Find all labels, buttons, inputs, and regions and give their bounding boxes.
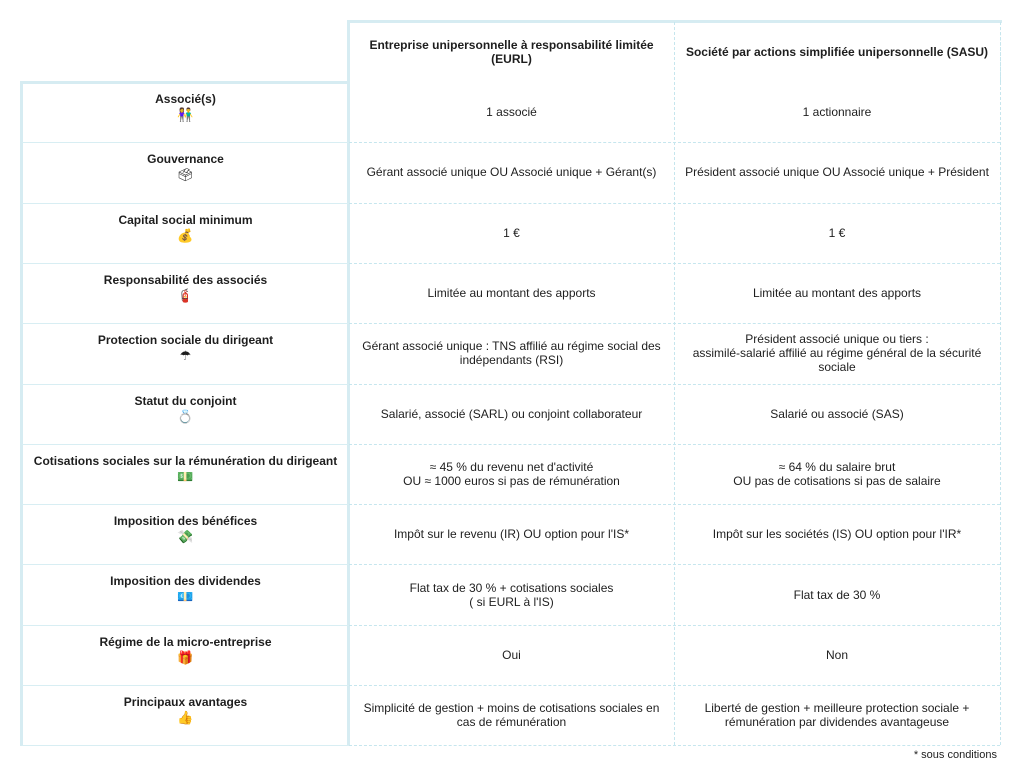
- row-label-text: Imposition des dividendes: [110, 574, 261, 589]
- fire-extinguisher-icon: 🧯: [177, 288, 194, 304]
- table-cell-eurl: Gérant associé unique : TNS affilié au régime social des indépendants (RSI): [362, 339, 661, 368]
- row-label-text: Cotisations sociales sur la rémunération du dirigeant: [33, 453, 338, 468]
- money-bag-icon: 💰: [177, 228, 194, 244]
- row-label: [22, 263, 349, 323]
- table-cell-eurl: 1 associé: [486, 105, 537, 120]
- column-separator: [1000, 22, 1001, 745]
- table-cell-eurl: Limitée au montant des apports: [427, 286, 596, 301]
- row-label: [22, 564, 349, 624]
- row-label-text: Principaux avantages: [123, 695, 248, 709]
- money-stack-icon: 💶: [177, 590, 194, 606]
- table-cell-sasu: Liberté de gestion + meilleure protection sociale + rémunération par dividendes avantageuse: [704, 701, 970, 730]
- row-label-text: Capital social minimum: [118, 212, 253, 227]
- table-cell-eurl: Gérant associé unique OU Associé unique + Gérant(s): [366, 165, 657, 180]
- row-label: [22, 444, 349, 504]
- table-cell-sasu: 1 actionnaire: [802, 105, 872, 120]
- row-label-text: Régime de la micro-entreprise: [99, 634, 272, 649]
- gift-icon: 🎁: [177, 650, 194, 666]
- row-label-text: Statut du conjoint: [134, 393, 237, 408]
- row-label: [22, 142, 349, 202]
- table-cell-sasu: 1 €: [828, 225, 846, 240]
- people-icon: 👫: [177, 108, 194, 123]
- table-cell-sasu: Impôt sur les sociétés (IS) OU option pour l'IR*: [712, 527, 962, 542]
- row-label-text: Gouvernance: [147, 152, 224, 167]
- table-cell-sasu: Limitée au montant des apports: [752, 286, 922, 301]
- row-separator-label: [22, 745, 349, 746]
- row-label: [22, 685, 349, 745]
- table-cell-eurl: Simplicité de gestion + moins de cotisations sociales en cas de rémunération: [363, 701, 660, 730]
- column-header-eurl: Entreprise unipersonnelle à responsabilité limitée (EURL): [369, 38, 654, 66]
- money-with-wings-icon: 💸: [177, 530, 194, 546]
- table-cell-sasu: Président associé unique ou tiers : assimilé-salarié affilié au régime général de la sécurité sociale: [692, 332, 982, 375]
- row-label: [22, 203, 349, 263]
- row-separator: [349, 745, 1000, 746]
- table-cell-sasu: Flat tax de 30 %: [793, 587, 881, 602]
- row-label: [22, 625, 349, 685]
- banknote-icon: 💵: [177, 469, 194, 485]
- ballot-box-icon: 🗳: [177, 168, 194, 184]
- row-label-text: Imposition des bénéfices: [113, 514, 258, 529]
- umbrella-icon: ☂: [179, 349, 192, 365]
- table-cell-eurl: Oui: [502, 647, 521, 662]
- table-cell-eurl: Salarié, associé (SARL) ou conjoint collaborateur: [380, 406, 643, 421]
- table-cell-eurl: 1 €: [503, 225, 520, 240]
- table-cell-eurl: ≈ 45 % du revenu net d'activité OU ≈ 1000 euros si pas de rémunération: [403, 459, 620, 488]
- table-cell-sasu: Salarié ou associé (SAS): [770, 406, 904, 421]
- row-label: [22, 82, 349, 142]
- thumbs-up-icon: 👍: [177, 711, 194, 726]
- row-label-text: Responsabilité des associés: [103, 272, 268, 287]
- table-cell-sasu: Président associé unique OU Associé unique + Président: [685, 165, 989, 180]
- column-header-sasu: Société par actions simplifiée unipersonnelle (SASU): [685, 45, 989, 59]
- row-label-text: Protection sociale du dirigeant: [97, 333, 274, 348]
- table-cell-sasu: ≈ 64 % du salaire brut OU pas de cotisations si pas de salaire: [733, 459, 941, 488]
- table-cell-eurl: Flat tax de 30 % + cotisations sociales ( si EURL à l'IS): [409, 580, 614, 609]
- ring-icon: 💍: [177, 409, 194, 425]
- table-cell-eurl: Impôt sur le revenu (IR) OU option pour l'IS*: [393, 527, 630, 542]
- row-label: [22, 384, 349, 444]
- row-label: [22, 323, 349, 383]
- table-cell-sasu: Non: [825, 647, 848, 662]
- footnote: * sous conditions: [913, 749, 997, 761]
- row-label: [22, 504, 349, 564]
- row-label-text: Associé(s): [155, 92, 216, 106]
